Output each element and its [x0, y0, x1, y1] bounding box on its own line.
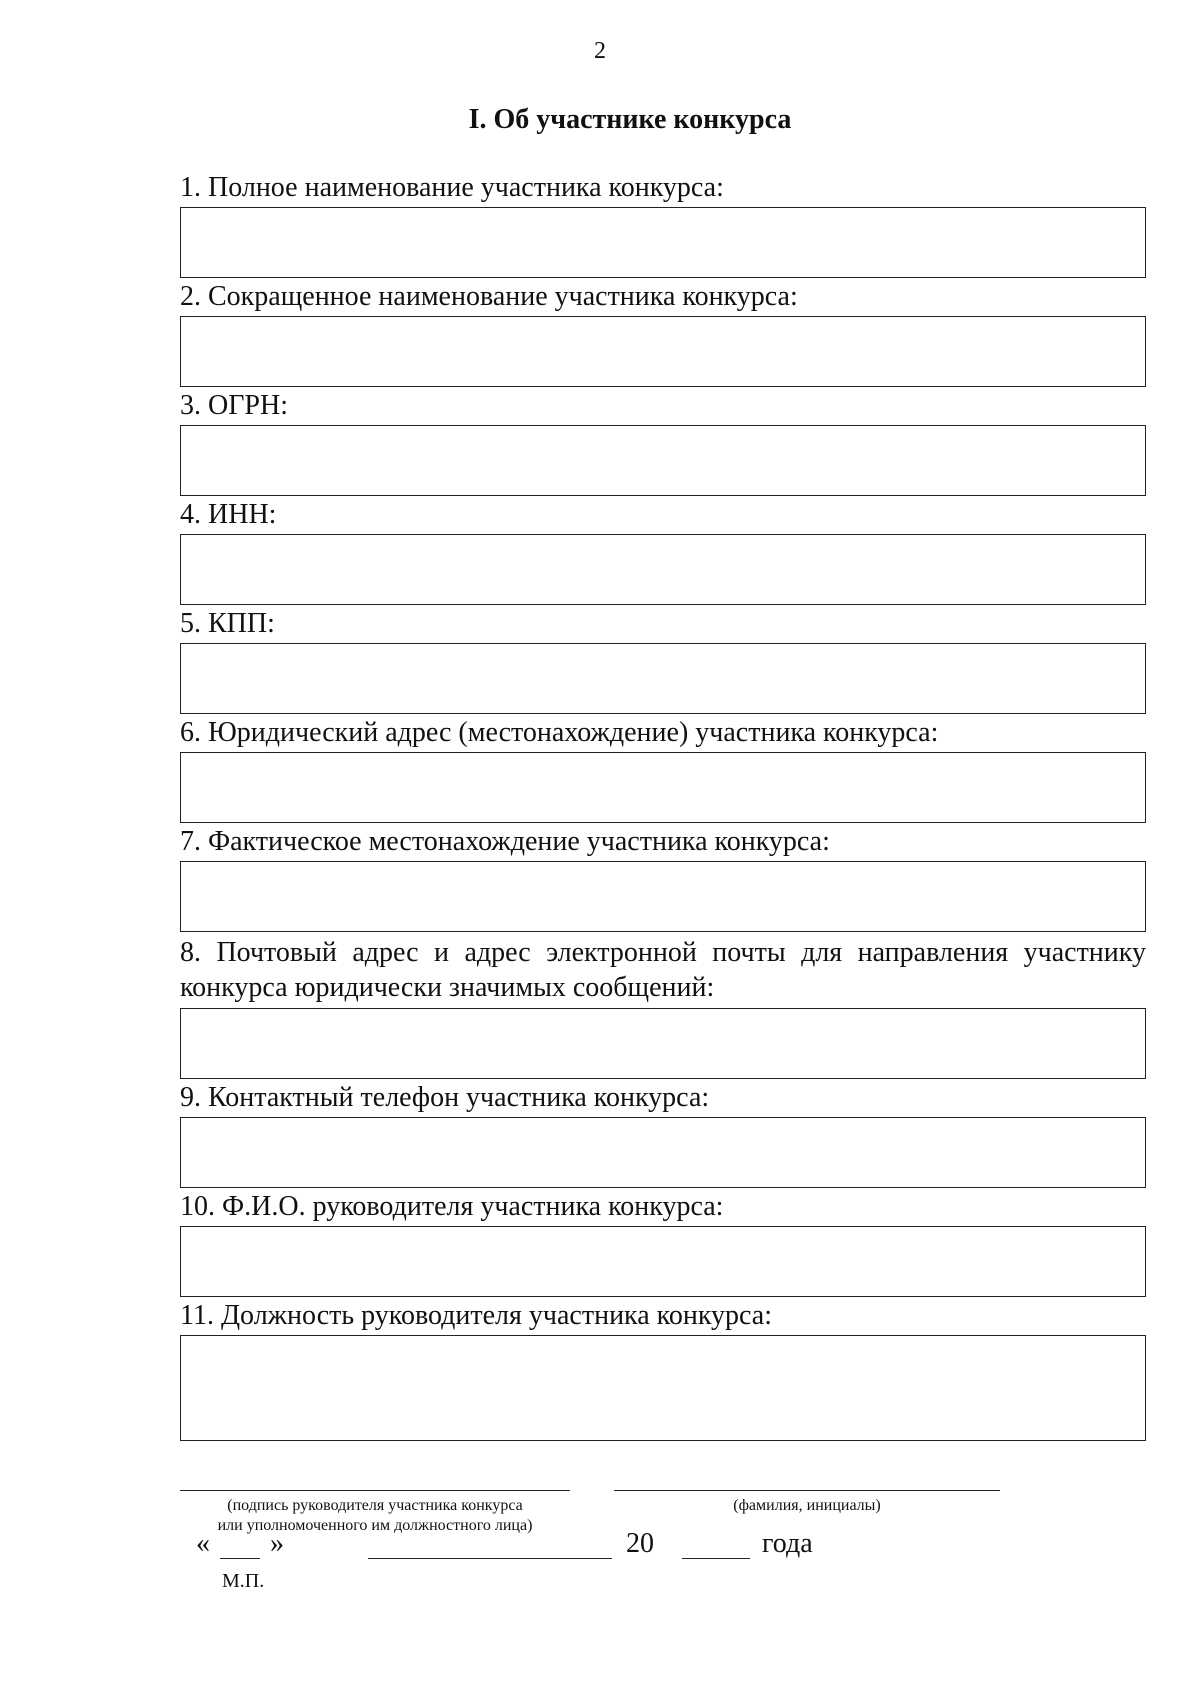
field-label-ogrn: 3. ОГРН: — [180, 390, 288, 421]
name-line[interactable] — [614, 1490, 1000, 1491]
actual-location-field[interactable] — [180, 861, 1146, 932]
stamp-label: М.П. — [222, 1570, 265, 1592]
short-name-field[interactable] — [180, 316, 1146, 387]
field-label-actual-location: 7. Фактическое местонахождение участника конкурса: — [180, 826, 830, 857]
postal-email-field[interactable] — [180, 1008, 1146, 1079]
field-label-inn: 4. ИНН: — [180, 499, 277, 530]
name-caption: (фамилия, инициалы) — [733, 1497, 881, 1514]
head-position-field[interactable] — [180, 1335, 1146, 1441]
field-label-head-name: 10. Ф.И.О. руководителя участника конкурса: — [180, 1191, 724, 1222]
signature-caption-line2: или уполномоченного им должностного лица) — [217, 1517, 533, 1534]
field-label-kpp: 5. КПП: — [180, 608, 275, 639]
head-name-field[interactable] — [180, 1226, 1146, 1297]
signature-line[interactable] — [180, 1490, 570, 1491]
year-suffix: года — [762, 1528, 813, 1559]
field-label-legal-address: 6. Юридический адрес (местонахождение) участника конкурса: — [180, 717, 939, 748]
day-blank[interactable] — [220, 1558, 260, 1559]
field-label-head-position: 11. Должность руководителя участника конкурса: — [180, 1300, 773, 1331]
field-label-full-name: 1. Полное наименование участника конкурса: — [180, 172, 724, 203]
page-number: 2 — [594, 38, 606, 64]
signature-caption-line1: (подпись руководителя участника конкурса — [227, 1497, 523, 1514]
full-name-field[interactable] — [180, 207, 1146, 278]
quote-open: « — [196, 1528, 210, 1559]
quote-close: » — [270, 1528, 284, 1559]
kpp-field[interactable] — [180, 643, 1146, 714]
legal-address-field[interactable] — [180, 752, 1146, 823]
ogrn-field[interactable] — [180, 425, 1146, 496]
month-blank[interactable] — [368, 1558, 612, 1559]
year-blank[interactable] — [682, 1558, 750, 1559]
field-label-phone: 9. Контактный телефон участника конкурса: — [180, 1082, 710, 1113]
participant-form — [180, 172, 1146, 1444]
signature-block — [180, 1484, 1146, 1594]
section-title: I. Об участнике конкурса — [468, 104, 792, 135]
date-row — [180, 1528, 1146, 1568]
phone-field[interactable] — [180, 1117, 1146, 1188]
inn-field[interactable] — [180, 534, 1146, 605]
year-prefix: 20 — [626, 1528, 654, 1559]
field-label-postal-email: 8. Почтовый адрес и адрес электронной почты для направления участнику конкурса юридически значимых сообщений: — [180, 937, 1146, 1003]
field-label-short-name: 2. Сокращенное наименование участника конкурса: — [180, 281, 798, 312]
